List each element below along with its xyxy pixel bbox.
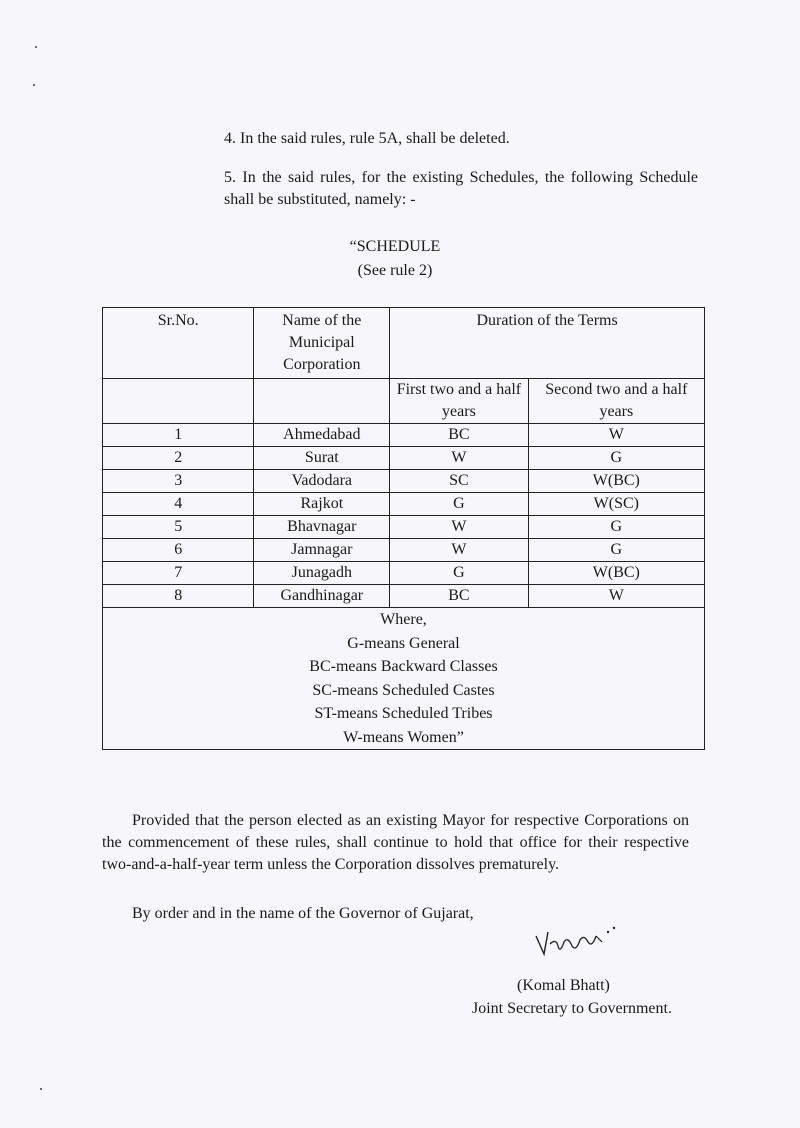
legend-item: G-means General (347, 634, 460, 652)
cell-corporation: Surat (254, 447, 390, 470)
legend-item: BC-means Backward Classes (309, 658, 498, 675)
proviso-paragraph: Provided that the person elected as an existing Mayor for respective Corporations on the commencement of these rules, shall continue to hold that office for their respective two-and-a-half-year term unless the Corporation dissolves prematurely. (102, 812, 689, 873)
signatory-name: (Komal Bhatt) (517, 977, 610, 994)
cell-second-term: W(SC) (528, 493, 704, 516)
cell-first-term: BC (390, 424, 528, 447)
cell-first-term: BC (390, 585, 528, 608)
cell-second-term: W (528, 585, 704, 608)
signatory-designation: Joint Secretary to Government. (472, 1000, 672, 1017)
cell-sr-no: 7 (103, 562, 254, 585)
schedule-subtitle: (See rule 2) (357, 262, 433, 279)
cell-sr-no: 6 (103, 539, 254, 562)
table-row (103, 539, 705, 562)
scan-speck (35, 46, 37, 48)
scan-speck (40, 1088, 42, 1090)
signature-icon (532, 922, 624, 966)
schedule-title: “SCHEDULE (349, 238, 441, 255)
cell-corporation: Jamnagar (254, 539, 390, 562)
table-subheader-row (103, 379, 705, 424)
table-row (103, 493, 705, 516)
cell-corporation: Vadodara (254, 470, 390, 493)
header-second-term: Second two and a half years (528, 379, 704, 424)
cell-second-term: W (528, 424, 704, 447)
cell-corporation: Gandhinagar (254, 585, 390, 608)
cell-sr-no: 3 (103, 470, 254, 493)
cell-first-term: G (390, 493, 528, 516)
legend-row (103, 608, 705, 750)
table-row (103, 447, 705, 470)
cell-corporation: Ahmedabad (254, 424, 390, 447)
header-corporation-name: Name of the Municipal Corporation (254, 308, 390, 379)
table-row (103, 585, 705, 608)
legend-cell (103, 608, 705, 750)
cell-first-term: W (390, 516, 528, 539)
cell-sr-no: 8 (103, 585, 254, 608)
legend-item: W-means Women” (343, 728, 464, 746)
cell-corporation: Bhavnagar (254, 516, 390, 539)
empty-cell (254, 379, 390, 424)
scan-speck (33, 84, 35, 86)
empty-cell (103, 379, 254, 424)
header-sr-no: Sr.No. (103, 308, 254, 379)
cell-second-term: G (528, 447, 704, 470)
schedule-table (102, 307, 705, 750)
cell-sr-no: 4 (103, 493, 254, 516)
table-header-row (103, 308, 705, 379)
cell-corporation: Rajkot (254, 493, 390, 516)
cell-first-term: W (390, 539, 528, 562)
table-row (103, 562, 705, 585)
table-row (103, 516, 705, 539)
cell-second-term: G (528, 516, 704, 539)
cell-first-term: W (390, 447, 528, 470)
cell-sr-no: 1 (103, 424, 254, 447)
legend-item: ST-means Scheduled Tribes (314, 705, 493, 722)
cell-first-term: G (390, 562, 528, 585)
legend-item: SC-means Scheduled Castes (312, 681, 495, 699)
header-first-term: First two and a half years (390, 379, 528, 424)
cell-second-term: W(BC) (528, 470, 704, 493)
rule-4-paragraph: 4. In the said rules, rule 5A, shall be deleted. (224, 130, 510, 147)
table-row (103, 424, 705, 447)
cell-corporation: Junagadh (254, 562, 390, 585)
cell-first-term: SC (390, 470, 528, 493)
header-duration-of-terms: Duration of the Terms (390, 308, 705, 379)
cell-second-term: G (528, 539, 704, 562)
order-line: By order and in the name of the Governor of Gujarat, (132, 905, 474, 922)
cell-sr-no: 2 (103, 447, 254, 470)
rule-5-paragraph: 5. In the said rules, for the existing Schedules, the following Schedule shall be substituted, namely: - (224, 169, 698, 208)
cell-sr-no: 5 (103, 516, 254, 539)
table-row (103, 470, 705, 493)
cell-second-term: W(BC) (528, 562, 704, 585)
legend-intro: Where, (380, 611, 427, 628)
